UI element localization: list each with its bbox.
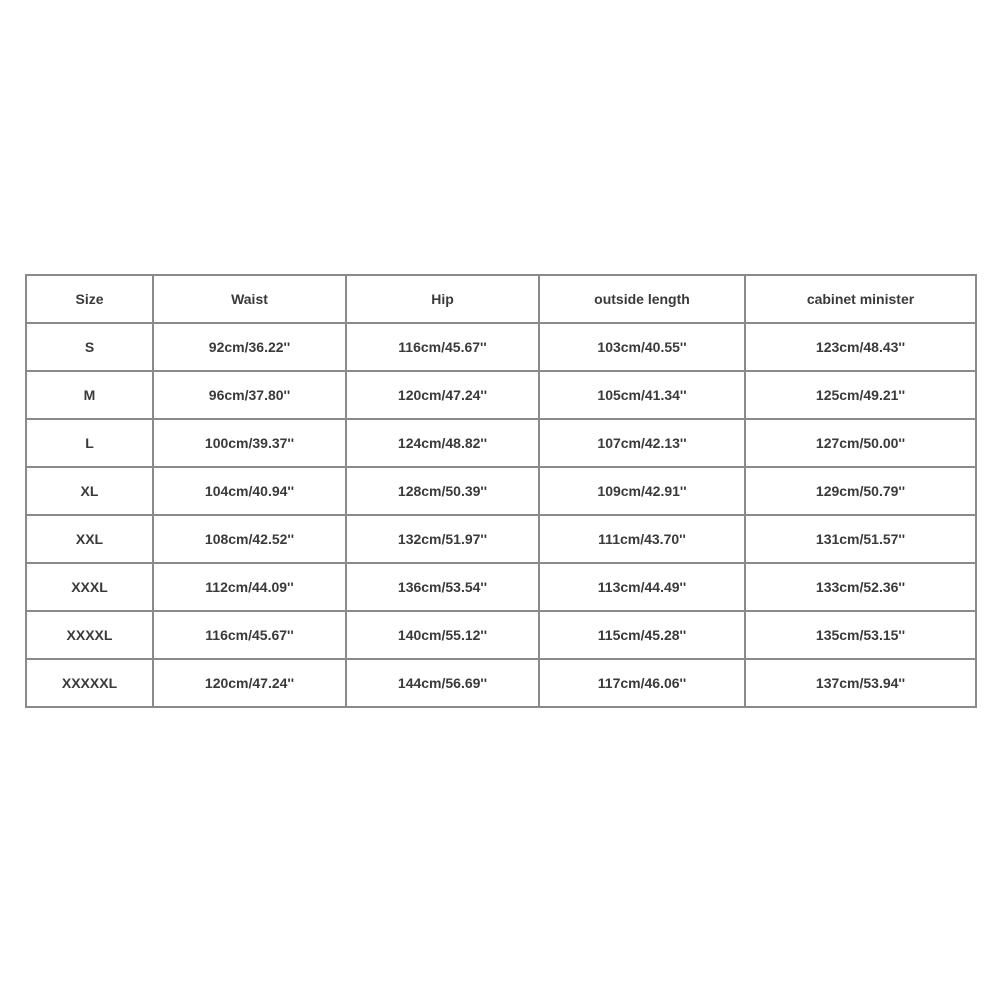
cell-hip: 132cm/51.97'' — [346, 515, 539, 563]
table-row — [26, 323, 976, 371]
table-row — [26, 611, 976, 659]
cell-size: L — [26, 419, 153, 467]
cell-outside-length: 117cm/46.06'' — [539, 659, 745, 707]
table-row — [26, 659, 976, 707]
cell-size: S — [26, 323, 153, 371]
cell-hip: 116cm/45.67'' — [346, 323, 539, 371]
cell-waist: 120cm/47.24'' — [153, 659, 346, 707]
cell-cabinet-minister: 133cm/52.36'' — [745, 563, 976, 611]
cell-hip: 140cm/55.12'' — [346, 611, 539, 659]
cell-waist: 112cm/44.09'' — [153, 563, 346, 611]
header-hip: Hip — [346, 275, 539, 323]
header-size: Size — [26, 275, 153, 323]
header-outside-length: outside length — [539, 275, 745, 323]
cell-waist: 116cm/45.67'' — [153, 611, 346, 659]
table-row — [26, 371, 976, 419]
cell-size: XXXL — [26, 563, 153, 611]
cell-cabinet-minister: 137cm/53.94'' — [745, 659, 976, 707]
cell-waist: 96cm/37.80'' — [153, 371, 346, 419]
cell-outside-length: 111cm/43.70'' — [539, 515, 745, 563]
cell-outside-length: 109cm/42.91'' — [539, 467, 745, 515]
cell-hip: 136cm/53.54'' — [346, 563, 539, 611]
cell-outside-length: 115cm/45.28'' — [539, 611, 745, 659]
cell-cabinet-minister: 125cm/49.21'' — [745, 371, 976, 419]
table-row — [26, 467, 976, 515]
cell-outside-length: 103cm/40.55'' — [539, 323, 745, 371]
size-chart-table — [25, 274, 977, 708]
cell-size: XXXXL — [26, 611, 153, 659]
cell-outside-length: 113cm/44.49'' — [539, 563, 745, 611]
cell-waist: 92cm/36.22'' — [153, 323, 346, 371]
cell-cabinet-minister: 127cm/50.00'' — [745, 419, 976, 467]
table-row — [26, 419, 976, 467]
table-row — [26, 515, 976, 563]
cell-size: XL — [26, 467, 153, 515]
cell-hip: 128cm/50.39'' — [346, 467, 539, 515]
table-row — [26, 563, 976, 611]
cell-cabinet-minister: 131cm/51.57'' — [745, 515, 976, 563]
cell-hip: 144cm/56.69'' — [346, 659, 539, 707]
cell-cabinet-minister: 135cm/53.15'' — [745, 611, 976, 659]
cell-size: XXL — [26, 515, 153, 563]
cell-hip: 124cm/48.82'' — [346, 419, 539, 467]
cell-waist: 104cm/40.94'' — [153, 467, 346, 515]
header-cabinet-minister: cabinet minister — [745, 275, 976, 323]
cell-outside-length: 105cm/41.34'' — [539, 371, 745, 419]
cell-hip: 120cm/47.24'' — [346, 371, 539, 419]
cell-size: M — [26, 371, 153, 419]
cell-waist: 108cm/42.52'' — [153, 515, 346, 563]
cell-cabinet-minister: 123cm/48.43'' — [745, 323, 976, 371]
cell-size: XXXXXL — [26, 659, 153, 707]
header-waist: Waist — [153, 275, 346, 323]
cell-outside-length: 107cm/42.13'' — [539, 419, 745, 467]
table-header-row — [26, 275, 976, 323]
cell-cabinet-minister: 129cm/50.79'' — [745, 467, 976, 515]
cell-waist: 100cm/39.37'' — [153, 419, 346, 467]
